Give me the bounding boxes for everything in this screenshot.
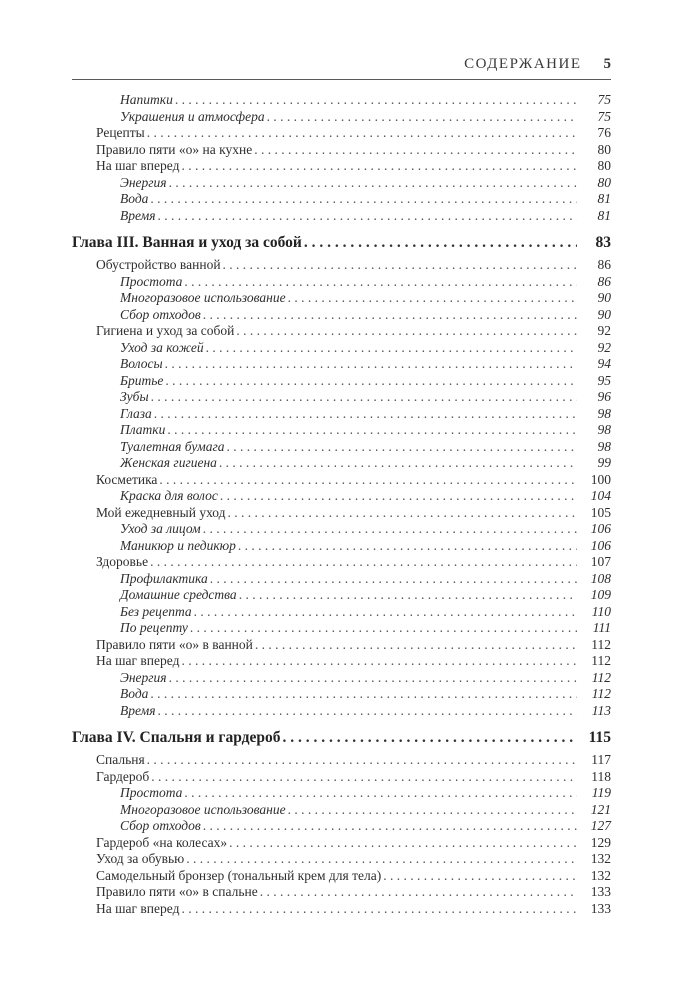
toc-entry-page: 86	[597, 273, 611, 289]
toc-entry-label: Волосы	[120, 356, 163, 371]
dot-leader	[165, 356, 577, 373]
dot-leader	[206, 340, 577, 357]
toc-entry-label: Напитки	[120, 92, 173, 107]
toc-entry	[120, 373, 611, 390]
dot-leader	[151, 769, 577, 786]
toc-entry-label: Мой ежедневный уход	[96, 504, 226, 520]
toc-entry	[120, 670, 611, 687]
toc-entry-page: 90	[597, 290, 611, 305]
toc-entry-label: Зубы	[120, 389, 149, 404]
running-header-title: СОДЕРЖАНИЕ	[464, 56, 582, 72]
toc-entry-label: Вода	[120, 191, 149, 206]
toc-entry	[96, 851, 611, 868]
toc-entry	[120, 191, 611, 208]
toc-entry	[120, 307, 611, 324]
toc-entry-label: Здоровье	[96, 554, 149, 569]
toc-entry-page: 133	[590, 884, 611, 899]
dot-leader	[223, 257, 577, 274]
toc-entry-page: 112	[591, 669, 611, 685]
toc-entry-label: Платки	[120, 422, 166, 437]
toc-entry-label: Гардероб	[96, 768, 150, 784]
toc-entry	[120, 455, 611, 472]
dot-leader	[181, 901, 577, 918]
toc-entry-label: Многоразовое использование	[120, 290, 286, 305]
dot-leader	[203, 521, 577, 538]
dot-leader	[288, 290, 577, 307]
toc-entry-label: Правило пяти «о» на кухне	[96, 141, 253, 157]
toc-entry-page: 80	[597, 141, 611, 157]
toc-entry-label: Гигиена и уход за собой	[96, 323, 235, 338]
toc-entry-page: 121	[590, 801, 611, 817]
dot-leader	[236, 323, 577, 340]
toc-entry-label: Краска для волос	[120, 488, 218, 503]
toc-entry-page: 105	[590, 504, 611, 520]
toc-entry	[96, 653, 611, 670]
dot-leader	[184, 274, 577, 291]
toc-entry-label: Косметика	[96, 471, 158, 487]
toc-entry-page: 80	[597, 158, 611, 173]
dot-leader	[226, 439, 577, 456]
toc-entry-label: Спальня	[96, 752, 145, 767]
toc-entry-label: Глава III. Ванная и уход за собой	[72, 234, 302, 251]
dot-leader	[260, 884, 577, 901]
toc-entry	[120, 604, 611, 621]
dot-leader	[147, 752, 577, 769]
toc-entry-page: 112	[591, 653, 611, 668]
dot-leader	[219, 455, 577, 472]
toc-entry-label: Самодельный бронзер (тональный крем для тела)	[96, 867, 382, 883]
dot-leader	[255, 637, 577, 654]
toc-entry-page: 108	[590, 570, 611, 586]
toc-entry	[120, 175, 611, 192]
toc-entry	[120, 571, 611, 588]
toc-entry-label: Сбор отходов	[120, 306, 201, 322]
toc-entry-label: Маникюр и педикюр	[120, 537, 236, 553]
dot-leader	[167, 422, 577, 439]
toc-entry	[120, 109, 611, 126]
toc-entry-label: Простота	[120, 785, 183, 800]
dot-leader	[383, 868, 577, 885]
dot-leader	[151, 389, 577, 406]
toc-entry-label: Гардероб «на колесах»	[96, 834, 228, 850]
dot-leader	[150, 686, 577, 703]
dot-leader	[169, 175, 577, 192]
dot-leader	[210, 571, 577, 588]
dot-leader	[154, 406, 577, 423]
toc-entry-page: 117	[591, 752, 611, 767]
toc-entry	[120, 620, 611, 637]
dot-leader	[254, 142, 577, 159]
page-number: 5	[603, 56, 611, 72]
dot-leader	[203, 818, 577, 835]
toc-entry	[96, 901, 611, 918]
toc-entry-page: 92	[597, 339, 611, 355]
dot-leader	[220, 488, 577, 505]
toc-entry-label: Сбор отходов	[120, 818, 201, 833]
toc-entry-label: Туалетная бумага	[120, 438, 225, 454]
toc-entry-label: На шаг вперед	[96, 158, 180, 173]
toc-entry-page: 118	[591, 768, 611, 784]
toc-entry	[120, 274, 611, 291]
dot-leader	[288, 802, 577, 819]
dot-leader	[175, 92, 577, 109]
toc-entry	[96, 257, 611, 274]
toc-entry-page: 76	[597, 125, 611, 140]
toc-entry	[120, 340, 611, 357]
toc-entry-label: На шаг вперед	[96, 900, 180, 916]
dot-leader	[304, 232, 577, 253]
toc-entry-page: 110	[591, 603, 611, 619]
dot-leader	[150, 554, 577, 571]
toc-entry-label: Рецепты	[96, 125, 145, 140]
dot-leader	[181, 158, 577, 175]
toc-entry-page: 98	[597, 438, 611, 454]
toc-entry	[96, 505, 611, 522]
toc-entry-label: Энергия	[120, 669, 167, 685]
toc-entry-label: Уход за кожей	[120, 339, 204, 355]
toc-entry	[72, 232, 611, 253]
toc-entry-page: 129	[590, 834, 611, 850]
toc-entry	[120, 290, 611, 307]
toc-entry-page: 112	[591, 636, 611, 652]
toc-entry	[96, 323, 611, 340]
toc-entry-page: 94	[597, 356, 611, 371]
toc-entry-page: 92	[597, 323, 611, 338]
toc-entry-page: 132	[590, 867, 611, 883]
dot-leader	[282, 727, 577, 748]
toc-entry-page: 98	[597, 422, 611, 437]
dot-leader	[190, 620, 577, 637]
toc-entry-page: 107	[590, 554, 611, 569]
toc-entry-page: 132	[590, 851, 611, 866]
toc-entry	[120, 802, 611, 819]
toc-entry-page: 109	[590, 587, 611, 602]
toc-entry-page: 104	[590, 488, 611, 503]
toc-entry-label: Бритье	[120, 372, 164, 388]
toc-entry	[120, 818, 611, 835]
toc-entry-label: На шаг вперед	[96, 653, 180, 668]
toc-entry	[120, 92, 611, 109]
toc-entry	[120, 208, 611, 225]
dot-leader	[169, 670, 577, 687]
toc-entry-page: 75	[597, 92, 611, 107]
toc-entry-page: 86	[597, 257, 611, 272]
toc-entry-page: 119	[591, 785, 611, 800]
toc-entry	[96, 142, 611, 159]
toc-entry-page: 100	[590, 471, 611, 487]
toc-entry-label: Время	[120, 702, 156, 718]
toc-entry	[120, 422, 611, 439]
dot-leader	[150, 191, 577, 208]
toc-entry	[96, 158, 611, 175]
toc-entry-page: 127	[590, 818, 611, 833]
dot-leader	[194, 604, 577, 621]
toc-entry-label: Простота	[120, 273, 183, 289]
toc-entry	[96, 884, 611, 901]
toc-entry-label: Без рецепта	[120, 603, 192, 619]
dot-leader	[147, 125, 577, 142]
toc-entry	[96, 637, 611, 654]
toc-entry	[96, 752, 611, 769]
toc-entry-page: 80	[597, 174, 611, 190]
toc-entry-page: 113	[591, 702, 611, 718]
toc-entry	[96, 472, 611, 489]
dot-leader	[158, 208, 577, 225]
toc-entry	[120, 488, 611, 505]
toc-entry-label: Правило пяти «о» в ванной	[96, 636, 253, 652]
toc-entry	[96, 835, 611, 852]
dot-leader	[158, 703, 577, 720]
dot-leader	[228, 505, 577, 522]
toc-entry-page: 112	[591, 686, 611, 701]
toc-entry-page: 98	[597, 405, 611, 421]
toc-entry-label: Энергия	[120, 174, 167, 190]
toc-entry	[120, 703, 611, 720]
dot-leader	[229, 835, 577, 852]
toc-entry	[72, 727, 611, 748]
toc-entry	[120, 389, 611, 406]
dot-leader	[159, 472, 577, 489]
toc-entry-page: 106	[590, 537, 611, 553]
toc-entry-label: Время	[120, 207, 156, 223]
toc-entry-page: 75	[597, 108, 611, 124]
dot-leader	[181, 653, 577, 670]
toc-list	[72, 92, 611, 917]
toc-entry	[96, 125, 611, 142]
dot-leader	[165, 373, 577, 390]
toc-entry	[120, 587, 611, 604]
toc-entry-page: 83	[595, 234, 611, 251]
toc-entry	[96, 769, 611, 786]
toc-entry	[120, 406, 611, 423]
toc-entry-label: Многоразовое использование	[120, 801, 286, 817]
header-rule	[72, 79, 611, 80]
toc-entry-label: По рецепту	[120, 620, 188, 635]
dot-leader	[267, 109, 577, 126]
dot-leader	[238, 538, 577, 555]
toc-entry-label: Вода	[120, 686, 149, 701]
toc-entry	[120, 439, 611, 456]
dot-leader	[203, 307, 577, 324]
toc-entry-page: 90	[597, 306, 611, 322]
toc-entry-label: Уход за обувью	[96, 851, 185, 866]
toc-entry-page: 81	[597, 191, 611, 206]
toc-entry-page: 115	[588, 729, 611, 746]
toc-entry-label: Глава IV. Спальня и гардероб	[72, 729, 281, 746]
toc-entry-label: Обустройство ванной	[96, 257, 221, 272]
toc-entry-label: Украшения и атмосфера	[120, 108, 265, 124]
toc-entry-label: Уход за лицом	[120, 521, 201, 536]
toc-entry-label: Профилактика	[120, 570, 208, 586]
running-header	[72, 56, 611, 73]
toc-entry-label: Домашние средства	[120, 587, 237, 602]
toc-entry-label: Женская гигиена	[120, 455, 217, 470]
toc-entry-page: 111	[592, 620, 611, 635]
toc-entry-label: Глаза	[120, 405, 152, 421]
toc-entry-page: 133	[590, 900, 611, 916]
toc-entry-page: 99	[597, 455, 611, 470]
toc-entry	[120, 785, 611, 802]
toc-entry	[96, 554, 611, 571]
toc-entry-page: 96	[597, 389, 611, 404]
toc-entry-page: 106	[590, 521, 611, 536]
toc-entry	[120, 356, 611, 373]
toc-entry-page: 81	[597, 207, 611, 223]
toc-entry	[120, 686, 611, 703]
dot-leader	[186, 851, 577, 868]
toc-entry-page: 95	[597, 372, 611, 388]
toc-entry-label: Правило пяти «о» в спальне	[96, 884, 258, 899]
dot-leader	[184, 785, 577, 802]
toc-entry	[96, 868, 611, 885]
dot-leader	[239, 587, 577, 604]
toc-entry	[120, 521, 611, 538]
toc-entry	[120, 538, 611, 555]
